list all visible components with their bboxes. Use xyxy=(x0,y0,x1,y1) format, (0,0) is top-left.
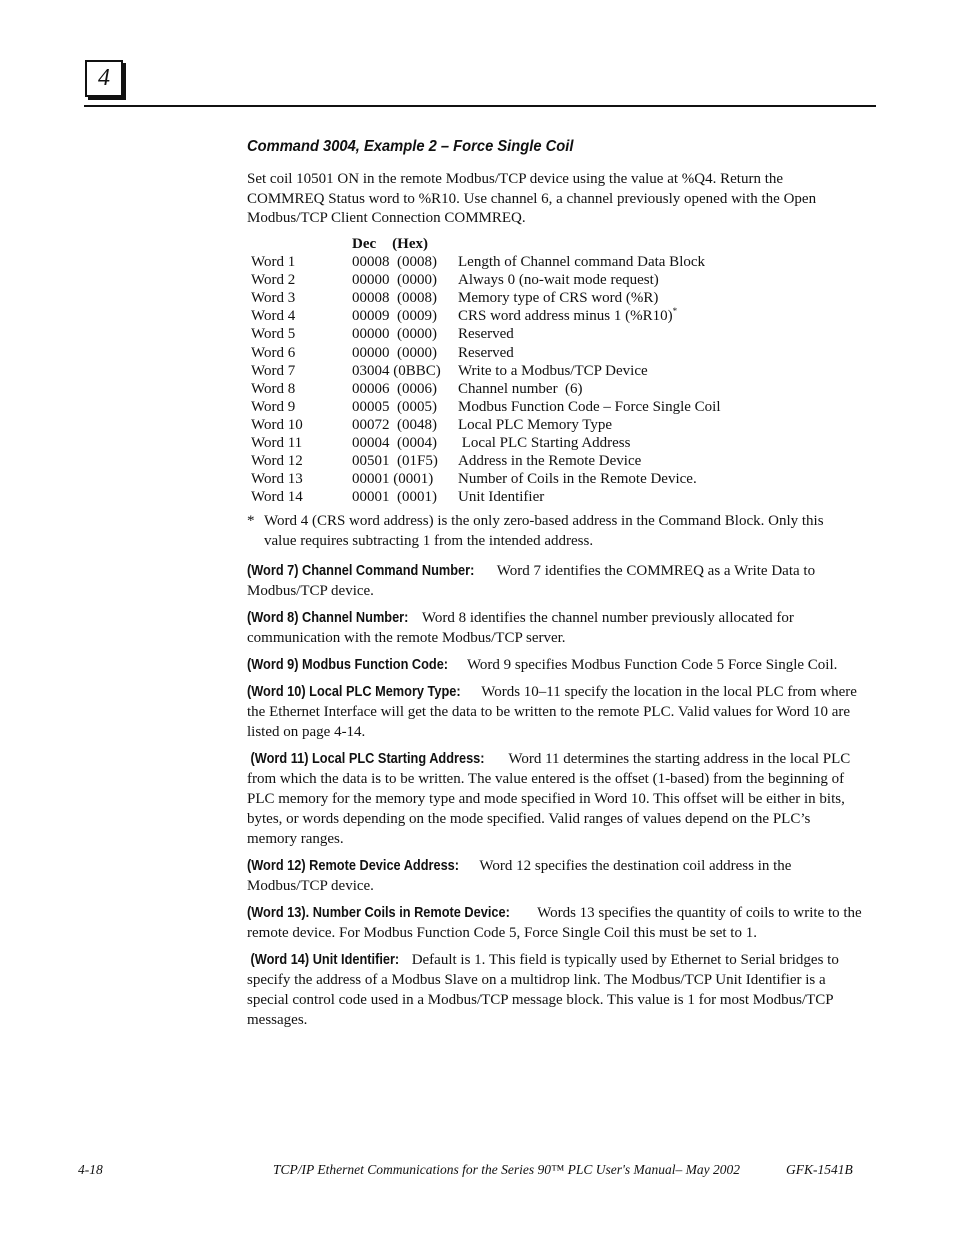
definition-label: (Word 10) Local PLC Memory Type: xyxy=(247,684,461,700)
dec-hex-header xyxy=(352,235,428,253)
definition-paragraph xyxy=(247,561,863,601)
definition-label: (Word 11) Local PLC Starting Address: xyxy=(247,751,485,767)
word-description: Channel number (6) xyxy=(458,380,583,397)
definition-text: Word 7 identifies the COMMREQ as a Write Data to Modbus/TCP device. xyxy=(247,563,816,599)
hex-header: (Hex) xyxy=(392,236,428,252)
word-description: Address in the Remote Device xyxy=(458,453,642,470)
definition-paragraph xyxy=(247,655,863,675)
word-description: CRS word address minus 1 (%R10) xyxy=(458,308,673,325)
definition-text: Words 10–11 specify the location in the local PLC from where the Ethernet Interface will get the data to be written to the remote PLC. Valid values for Word 10 are listed on page 4-14. xyxy=(247,684,857,740)
word-description: Local PLC Memory Type xyxy=(458,416,613,433)
definition-text: Default is 1. This field is typically used by Ethernet to Serial bridges to specify the address of a Modbus Slave on a multidrop link. The Modbus/TCP Unit Identifier is a special control code used in a Modbus/TCP message block. This value is 1 for most Modbus/TCP messages. xyxy=(247,952,839,1028)
footnote-reference: * xyxy=(672,306,678,317)
word-value: 00501 (01F5) xyxy=(352,453,438,470)
word-label: Word 1 xyxy=(251,254,296,271)
word-label: Word 9 xyxy=(251,398,296,415)
word-description: Length of Channel command Data Block xyxy=(458,254,706,271)
word-description: Reserved xyxy=(458,326,514,343)
word-label: Word 8 xyxy=(251,380,296,397)
footnote-text: Word 4 (CRS word address) is the only zero-based address in the Command Block. Only this value requires subtracting 1 from the intended address. xyxy=(264,513,824,549)
definition-paragraph xyxy=(247,856,863,896)
word-value: 00001 (0001) xyxy=(352,471,434,488)
word-description-cell xyxy=(458,344,514,362)
word-description-cell xyxy=(458,380,583,398)
word-description-cell xyxy=(458,488,544,506)
definition-label: (Word 8) Channel Number: xyxy=(247,610,409,626)
section-heading: Command 3004, Example 2 – Force Single Coil xyxy=(247,138,574,155)
word-value: 00008 (0008) xyxy=(352,290,437,307)
word-description: Always 0 (no-wait mode request) xyxy=(458,272,659,289)
definition-label: (Word 7) Channel Command Number: xyxy=(247,563,475,579)
word-value: 00005 (0005) xyxy=(352,398,437,415)
word-value: 00072 (0048) xyxy=(352,416,437,433)
word-description: Reserved xyxy=(458,344,514,361)
definition-text: Word 12 specifies the destination coil address in the Modbus/TCP device. xyxy=(247,858,792,894)
word-description-cell xyxy=(458,307,677,325)
word-description-cell xyxy=(458,452,641,470)
definition-label: (Word 14) Unit Identifier: xyxy=(247,952,400,968)
definition-paragraph xyxy=(247,608,863,648)
intro-paragraph: Set coil 10501 ON in the remote Modbus/TCP device using the value at %Q4. Return the COMMREQ Status word to %R10. Use channel 6, a channel previously opened with the Open Modbus/TCP Client Connection COMMREQ. xyxy=(247,171,817,226)
word-description-cell xyxy=(458,289,658,307)
footnote xyxy=(247,511,859,551)
footer-title: TCP/IP Ethernet Communications for the Series 90™ PLC User's Manual– May 2002 xyxy=(273,1162,740,1177)
word-value: 03004 (0BBC) xyxy=(352,362,441,379)
word-description-cell xyxy=(458,416,612,434)
word-label: Word 13 xyxy=(251,471,303,488)
word-value: 00000 (0000) xyxy=(352,326,437,343)
word-label: Word 6 xyxy=(251,344,296,361)
word-value: 00004 (0004) xyxy=(352,435,437,452)
word-label: Word 7 xyxy=(251,362,296,379)
definition-text: Word 9 specifies Modbus Function Code 5 Force Single Coil. xyxy=(463,657,838,673)
definition-text: Word 11 determines the starting address in the local PLC from which the data is to be written. The value entered is the offset (1-based) from the beginning of PLC memory for the memory type and mode specified in Word 10. This offset will be either in bits, bytes, or words depending on the mode specified. Valid ranges of values depend on the PLC’s memory ranges. xyxy=(247,751,851,847)
word-value: 00001 (0001) xyxy=(352,489,437,506)
word-description: Memory type of CRS word (%R) xyxy=(458,290,659,307)
footer-doc-id: GFK-1541B xyxy=(786,1162,853,1177)
word-description-cell xyxy=(458,271,659,289)
definition-paragraph xyxy=(247,682,863,742)
word-label: Word 12 xyxy=(251,453,303,470)
word-description-cell xyxy=(458,325,514,343)
header-rule xyxy=(84,105,876,107)
definition-label: (Word 9) Modbus Function Code: xyxy=(247,657,449,673)
definition-paragraph xyxy=(247,749,863,849)
word-label: Word 3 xyxy=(251,290,296,307)
word-value: 00008 (0008) xyxy=(352,254,437,271)
word-label: Word 14 xyxy=(251,489,303,506)
word-description-cell xyxy=(458,362,648,380)
word-label: Word 4 xyxy=(251,308,296,325)
word-description: Number of Coils in the Remote Device. xyxy=(458,471,697,488)
word-label: Word 2 xyxy=(251,272,296,289)
word-description-cell xyxy=(458,398,721,416)
word-description-cell xyxy=(458,253,705,271)
word-value: 00009 (0009) xyxy=(352,308,437,325)
word-description: Local PLC Starting Address xyxy=(458,435,631,452)
dec-header: Dec xyxy=(352,236,377,252)
word-description: Write to a Modbus/TCP Device xyxy=(458,362,648,379)
definition-text: Words 13 specifies the quantity of coils to write to the remote device. For Modbus Function Code 5, Force Single Coil this must be set to 1. xyxy=(247,905,862,941)
word-label: Word 5 xyxy=(251,326,296,343)
footer-page-number: 4-18 xyxy=(78,1162,103,1177)
word-value: 00000 (0000) xyxy=(352,272,437,289)
word-label: Word 11 xyxy=(251,435,303,452)
footnote-marker: * xyxy=(247,513,255,529)
word-description: Modbus Function Code – Force Single Coil xyxy=(458,398,721,415)
word-description-cell xyxy=(458,434,631,452)
word-definitions xyxy=(247,561,863,1037)
word-value: 00000 (0000) xyxy=(352,344,437,361)
definition-paragraph xyxy=(247,903,863,943)
word-description-cell xyxy=(458,470,697,488)
word-label: Word 10 xyxy=(251,416,303,433)
word-description: Unit Identifier xyxy=(458,489,545,506)
chapter-number-box: 4 xyxy=(85,60,123,97)
definition-paragraph xyxy=(247,950,863,1030)
definition-text: Word 8 identifies the channel number previously allocated for communication with the remote Modbus/TCP server. xyxy=(247,610,794,646)
word-value: 00006 (0006) xyxy=(352,380,437,397)
definition-label: (Word 12) Remote Device Address: xyxy=(247,858,460,874)
definition-label: (Word 13). Number Coils in Remote Device: xyxy=(247,905,510,921)
